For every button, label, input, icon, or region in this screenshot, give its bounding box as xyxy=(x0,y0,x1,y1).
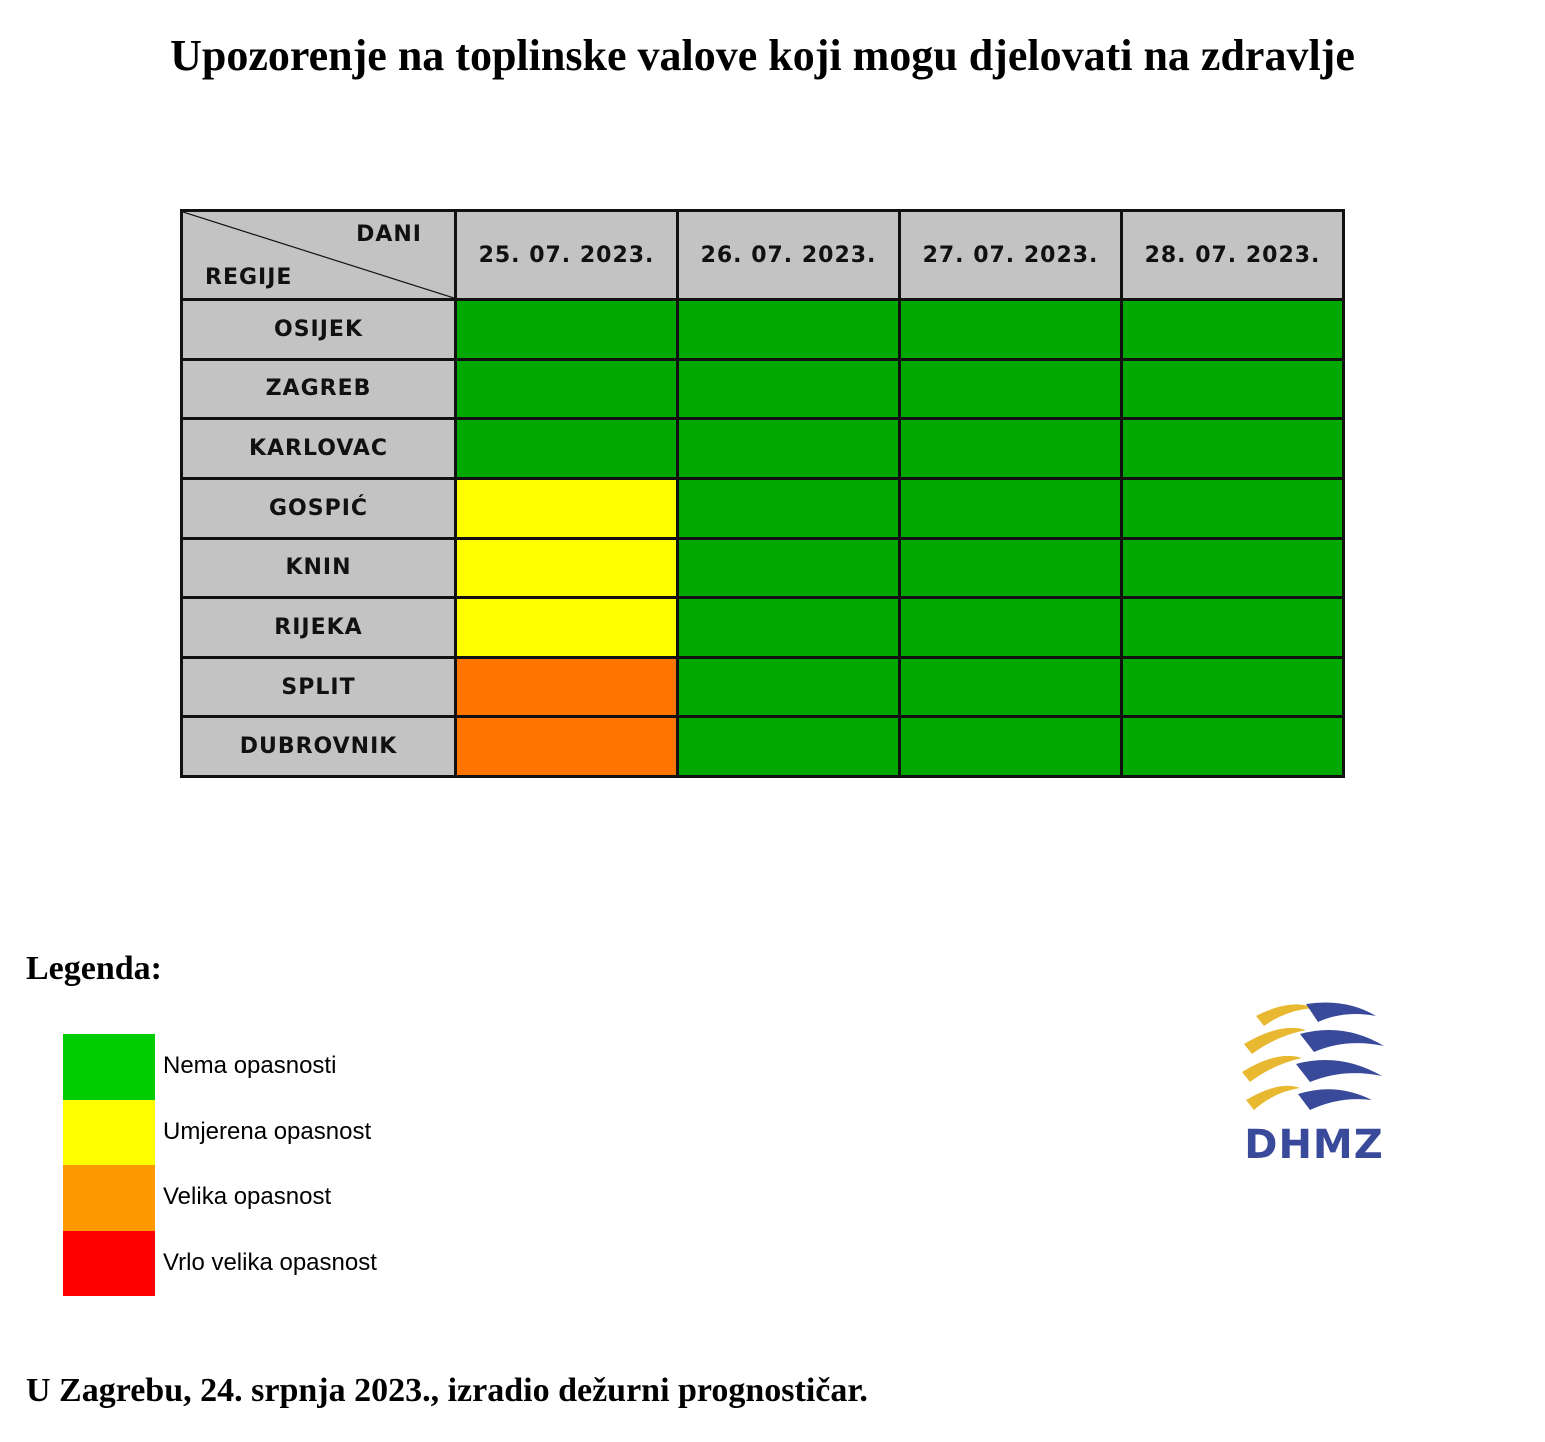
legend-label: Nema opasnosti xyxy=(163,1052,337,1079)
warning-cell xyxy=(456,598,678,658)
warning-cell xyxy=(900,419,1122,479)
legend-swatch xyxy=(63,1165,155,1231)
day-header: 25. 07. 2023. xyxy=(456,211,678,300)
table-row xyxy=(182,419,1344,479)
table-row xyxy=(182,538,1344,598)
warning-cell xyxy=(456,300,678,360)
warning-cell xyxy=(1122,359,1344,419)
warning-cell xyxy=(678,478,900,538)
warning-table xyxy=(180,209,1345,778)
legend-swatch xyxy=(63,1231,155,1297)
day-header: 28. 07. 2023. xyxy=(1122,211,1344,300)
legend-label: Umjerena opasnost xyxy=(163,1117,372,1145)
warning-cell xyxy=(678,359,900,419)
warning-cell xyxy=(1122,419,1344,479)
warning-cell xyxy=(900,359,1122,419)
warning-cell xyxy=(1122,538,1344,598)
warning-cell xyxy=(678,300,900,360)
header-row xyxy=(182,211,1344,300)
table-row xyxy=(182,657,1344,717)
warning-cell xyxy=(456,359,678,419)
legend-label: Velika opasnost xyxy=(163,1183,332,1210)
table-row xyxy=(182,598,1344,658)
region-label: SPLIT xyxy=(182,657,456,717)
region-label: RIJEKA xyxy=(182,598,456,658)
page-title: Upozorenje na toplinske valove koji mogu djelovati na zdravlje xyxy=(170,31,1355,80)
warning-cell xyxy=(1122,300,1344,360)
region-label: ZAGREB xyxy=(182,359,456,419)
dhmz-logo xyxy=(1236,996,1392,1176)
region-label: GOSPIĆ xyxy=(182,478,456,538)
warning-cell xyxy=(678,657,900,717)
corner-days-label: DANI xyxy=(356,222,422,247)
legend-swatch xyxy=(63,1100,155,1166)
warning-cell xyxy=(1122,657,1344,717)
region-label: DUBROVNIK xyxy=(182,717,456,777)
table-row xyxy=(182,359,1344,419)
table-row xyxy=(182,300,1344,360)
region-label: KNIN xyxy=(182,538,456,598)
table-row xyxy=(182,717,1344,777)
corner-regions-label: REGIJE xyxy=(205,265,293,290)
table-row xyxy=(182,478,1344,538)
warning-cell xyxy=(900,478,1122,538)
warning-cell xyxy=(456,419,678,479)
warning-cell xyxy=(900,538,1122,598)
region-label: OSIJEK xyxy=(182,300,456,360)
warning-cell xyxy=(1122,598,1344,658)
warning-cell xyxy=(456,657,678,717)
dhmz-logo-icon xyxy=(1236,996,1392,1116)
day-header: 27. 07. 2023. xyxy=(900,211,1122,300)
warning-cell xyxy=(456,717,678,777)
footer-note: U Zagrebu, 24. srpnja 2023., izradio dežurni prognostičar. xyxy=(26,1372,868,1409)
warning-cell xyxy=(900,300,1122,360)
corner-cell xyxy=(182,211,456,300)
warning-cell xyxy=(678,538,900,598)
warning-cell xyxy=(456,538,678,598)
warning-cell xyxy=(678,419,900,479)
warning-cell xyxy=(678,717,900,777)
warning-cell xyxy=(456,478,678,538)
legend-label: Vrlo velika opasnost xyxy=(163,1248,377,1276)
warning-cell xyxy=(900,717,1122,777)
warning-cell xyxy=(1122,717,1344,777)
warning-cell xyxy=(900,598,1122,658)
day-header: 26. 07. 2023. xyxy=(678,211,900,300)
region-label: KARLOVAC xyxy=(182,419,456,479)
legend-title: Legenda: xyxy=(26,950,162,987)
warning-cell xyxy=(678,598,900,658)
warning-cell xyxy=(900,657,1122,717)
legend-swatch xyxy=(63,1034,155,1100)
warning-cell xyxy=(1122,478,1344,538)
logo-text: DHMZ xyxy=(1244,1122,1384,1168)
